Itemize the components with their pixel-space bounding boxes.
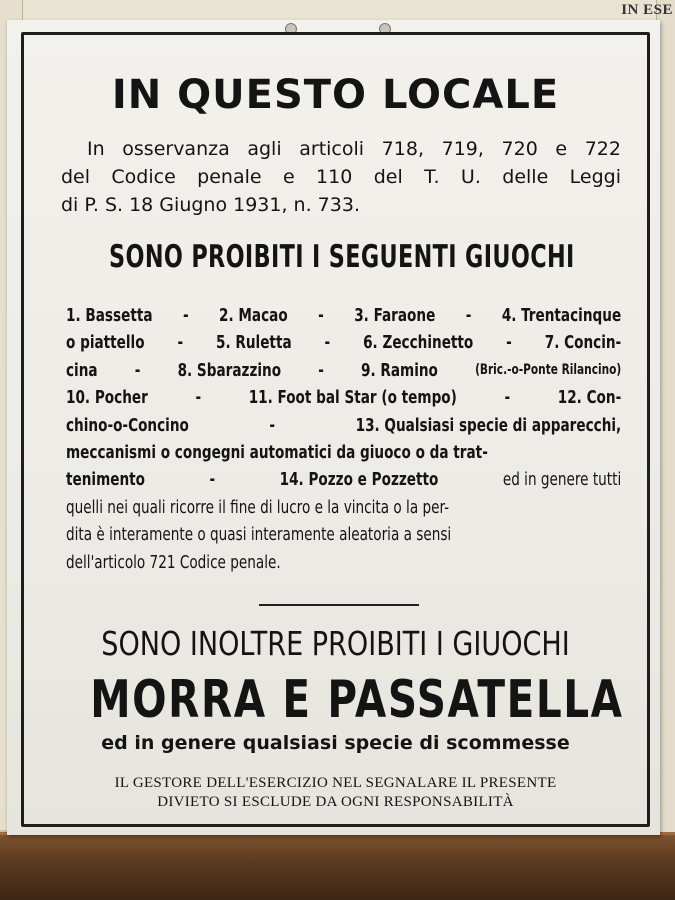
games-fragment: tenimento bbox=[66, 469, 146, 491]
disclaimer-line: DIVIETO SI ESCLUDE DA OGNI RESPONSABILITÀ bbox=[157, 794, 514, 810]
games-fragment: dell'articolo 721 Codice penale. bbox=[66, 551, 281, 573]
prohibited-games-heading: SONO PROIBITI I SEGUENTI GIUOCHI bbox=[109, 239, 575, 275]
games-fragment: o piattello bbox=[66, 332, 145, 354]
games-fragment: 9. Ramino bbox=[361, 359, 438, 381]
games-fragment: - bbox=[504, 387, 511, 409]
games-fragment: 5. Ruletta bbox=[216, 332, 292, 354]
games-fragment: 2. Macao bbox=[219, 305, 288, 326]
games-line bbox=[66, 494, 621, 521]
games-fragment: meccanismi o congegni automatici da giuoco o da trat- bbox=[66, 442, 488, 464]
prohibition-sign bbox=[7, 20, 660, 835]
games-fragment: 6. Zecchinetto bbox=[363, 332, 474, 354]
intro-line: del Codice penale e 110 del T. U. delle Leggi bbox=[61, 166, 621, 188]
games-fragment: - bbox=[318, 359, 324, 381]
games-fragment: - bbox=[324, 332, 331, 354]
games-fragment: 1. Bassetta bbox=[66, 305, 153, 326]
games-fragment: ed in genere tutti bbox=[502, 469, 622, 491]
games-fragment: - bbox=[182, 305, 189, 326]
games-fragment: quelli nei quali ricorre il fine di lucro e la vincita o la per- bbox=[66, 496, 450, 518]
games-line bbox=[66, 549, 621, 576]
games-fragment: - bbox=[506, 332, 512, 354]
games-line bbox=[66, 521, 621, 548]
games-line bbox=[66, 466, 621, 493]
games-line bbox=[66, 329, 621, 356]
games-fragment: 10. Pocher bbox=[66, 387, 148, 409]
games-fragment: chino-o-Concino bbox=[66, 414, 189, 436]
disclaimer-line: IL GESTORE DELL'ESERCIZIO NEL SEGNALARE IL PRESENTE bbox=[114, 775, 557, 791]
morra-passatella-heading: MORRA E PASSATELLA bbox=[90, 670, 624, 730]
games-line bbox=[66, 302, 621, 329]
games-fragment: - bbox=[269, 414, 276, 436]
intro-line: di P. S. 18 Giugno 1931, n. 733. bbox=[61, 194, 360, 216]
games-fragment: 13. Qualsiasi specie di apparecchi, bbox=[355, 414, 622, 436]
background-top-text: IN ESE bbox=[621, 2, 673, 18]
intro-line: In osservanza agli articoli 718, 719, 720 e 722 bbox=[87, 138, 621, 160]
divider-line bbox=[259, 604, 419, 606]
sign-content bbox=[21, 32, 650, 827]
games-fragment: - bbox=[177, 332, 184, 354]
games-fragment: - bbox=[134, 359, 141, 381]
games-fragment: 8. Sbarazzino bbox=[177, 359, 282, 381]
games-fragment: 11. Foot bal Star (o tempo) bbox=[248, 387, 457, 409]
games-fragment: - bbox=[465, 305, 472, 326]
games-list bbox=[66, 302, 621, 576]
games-fragment: 14. Pozzo e Pozzetto bbox=[279, 469, 439, 491]
games-fragment: dita è interamente o quasi interamente aleatoria a sensi bbox=[66, 524, 452, 546]
games-fragment: cina bbox=[66, 359, 98, 381]
also-prohibited-heading: SONO INOLTRE PROIBITI I GIUOCHI bbox=[101, 624, 570, 663]
games-fragment: (Bric.-o-Ponte Rilancino) bbox=[475, 361, 622, 378]
games-fragment: 7. Concin- bbox=[544, 332, 622, 354]
games-fragment: 4. Trentacinque bbox=[501, 305, 622, 326]
games-fragment: 3. Faraone bbox=[354, 305, 436, 326]
games-line bbox=[66, 412, 621, 439]
games-line bbox=[66, 357, 621, 384]
games-line bbox=[66, 384, 621, 411]
intro-paragraph bbox=[61, 135, 621, 219]
sign-title: IN QUESTO LOCALE bbox=[111, 72, 560, 118]
wooden-shelf bbox=[0, 835, 675, 900]
bets-subheading: ed in genere qualsiasi specie di scommesse bbox=[101, 732, 570, 754]
games-fragment: 12. Con- bbox=[557, 387, 622, 409]
games-line bbox=[66, 439, 621, 466]
games-fragment: - bbox=[195, 387, 202, 409]
manager-disclaimer bbox=[21, 774, 650, 812]
games-fragment: - bbox=[318, 305, 324, 326]
games-fragment: - bbox=[209, 469, 216, 491]
